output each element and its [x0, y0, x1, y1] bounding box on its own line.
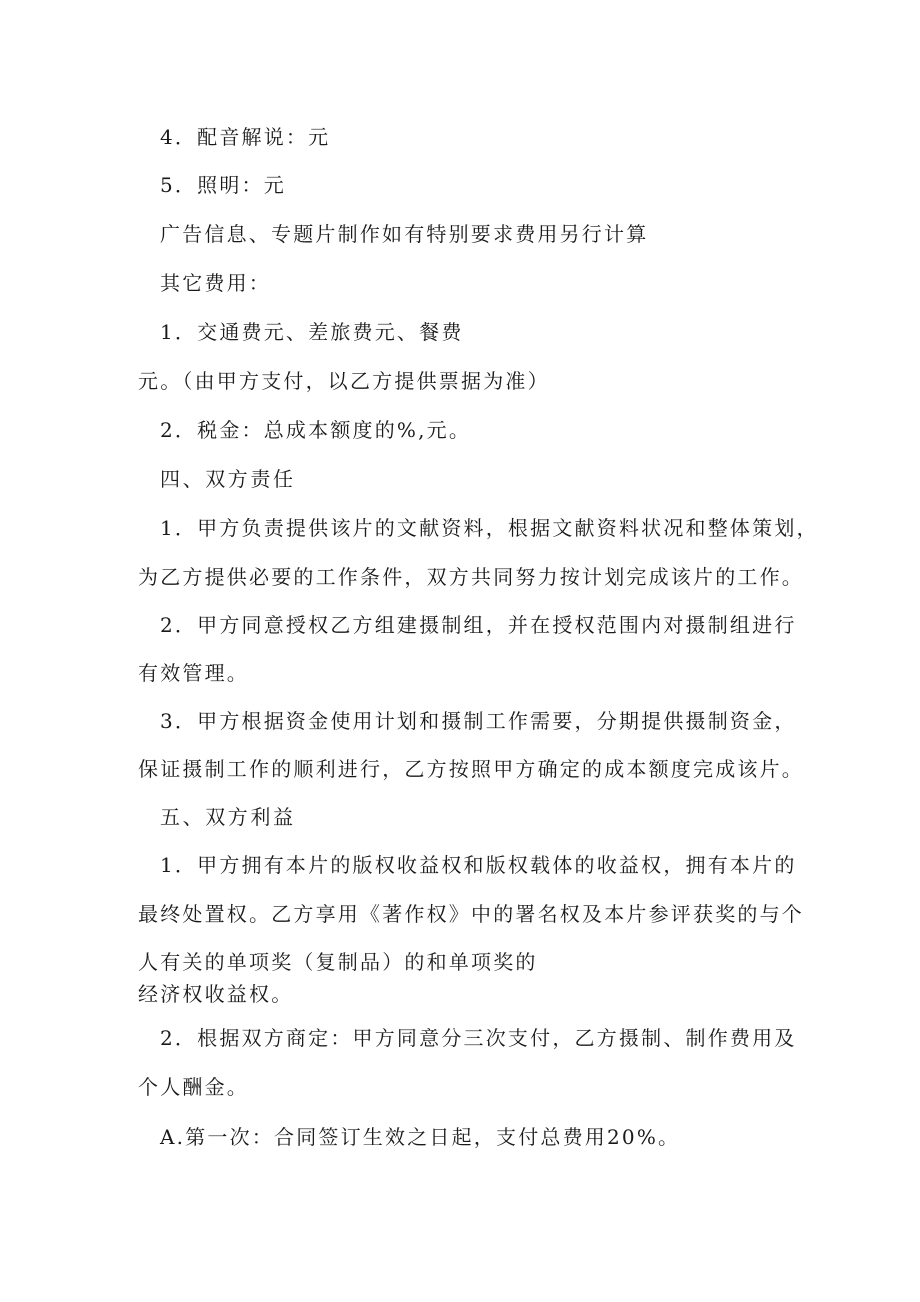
- line-int-1: 1．甲方拥有本片的版权收益权和版权载体的收益权，拥有本片的: [160, 853, 797, 877]
- line-int-2: 2．根据双方商定：甲方同意分三次支付，乙方摄制、制作费用及: [160, 1026, 797, 1050]
- line-lighting-fee: 5．照明：元: [160, 173, 286, 197]
- line-special-requirements: 广告信息、专题片制作如有特别要求费用另行计算: [160, 222, 649, 246]
- line-dubbing-fee: 4．配音解说：元: [160, 125, 331, 149]
- line-int-1-cont2: 人有关的单项奖（复制品）的和单项奖的: [138, 950, 538, 974]
- line-resp-1: 1．甲方负责提供该片的文献资料，根据文献资料状况和整体策划，: [160, 516, 819, 540]
- line-payment-first: A.第一次：合同签订生效之日起，支付总费用20%。: [160, 1125, 681, 1149]
- line-resp-1-cont: 为乙方提供必要的工作条件，双方共同努力按计划完成该片的工作。: [138, 565, 804, 589]
- line-tax: 2．税金：总成本额度的%,元。: [160, 418, 472, 442]
- line-travel-fees: 1．交通费元、差旅费元、餐费: [160, 320, 464, 344]
- line-int-1-cont: 最终处置权。乙方享用《著作权》中的署名权及本片参评获奖的与个: [138, 902, 804, 926]
- line-resp-2: 2．甲方同意授权乙方组建摄制组，并在授权范围内对摄制组进行: [160, 613, 797, 637]
- line-other-fees: 其它费用：: [160, 271, 271, 295]
- line-resp-3-cont: 保证摄制工作的顺利进行，乙方按照甲方确定的成本额度完成该片。: [138, 757, 804, 781]
- line-int-1-cont3: 经济权收益权。: [138, 982, 294, 1006]
- line-travel-fees-cont: 元。（由甲方支付，以乙方提供票据为准）: [138, 369, 550, 393]
- line-resp-2-cont: 有效管理。: [138, 661, 249, 685]
- section-heading-interests: 五、双方利益: [160, 805, 296, 829]
- section-heading-responsibilities: 四、双方责任: [160, 467, 296, 491]
- line-resp-3: 3．甲方根据资金使用计划和摄制工作需要，分期提供摄制资金，: [160, 709, 797, 733]
- line-int-2-cont: 个人酬金。: [138, 1075, 249, 1099]
